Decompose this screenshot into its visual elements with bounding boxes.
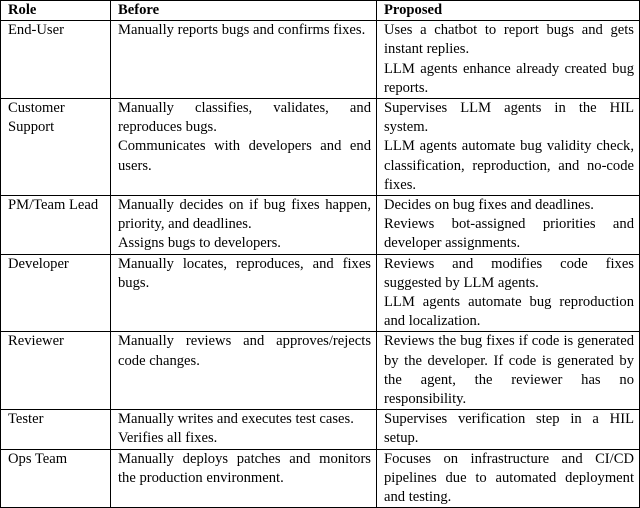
role-cell: Developer [1,254,111,332]
proposed-paragraph: Uses a chatbot to report bugs and gets instant replies. [384,22,634,58]
role-cell: Reviewer [1,332,111,410]
before-paragraph: Manually decides on if bug fixes happen, priority, and deadlines. [118,197,371,233]
header-role: Role [1,1,111,21]
proposed-paragraph: Focuses on infrastructure and CI/CD pipelines due to automated deployment and testing. [384,450,634,506]
before-paragraph: Manually locates, reproduces, and fixes bugs. [118,255,371,291]
before-cell [111,254,377,332]
before-cell [111,99,377,196]
proposed-paragraph: Decides on bug fixes and deadlines. [384,197,594,214]
proposed-paragraph: LLM agents automate bug reproduction and localization. [384,294,634,330]
before-cell [111,21,377,99]
table-body [1,21,640,508]
table-row [1,196,640,255]
proposed-cell [377,410,640,449]
table-row [1,254,640,332]
proposed-cell [377,196,640,255]
header-row [1,1,640,21]
table-row [1,99,640,196]
before-paragraph: Manually classifies, validates, and reproduces bugs. [118,100,371,136]
before-cell [111,410,377,449]
role-cell: End-User [1,21,111,99]
table-row [1,332,640,410]
before-paragraph: Manually reviews and approves/rejects code changes. [118,333,371,369]
header-before: Before [111,1,377,21]
before-paragraph: Manually deploys patches and monitors the production environment. [118,450,371,486]
proposed-cell [377,332,640,410]
proposed-paragraph: Reviews and modifies code fixes suggested by LLM agents. [384,255,634,291]
proposed-cell [377,254,640,332]
proposed-paragraph: Reviews bot-assigned priorities and developer assignments. [384,216,634,252]
role-cell: Ops Team [1,449,111,508]
before-paragraph: Communicates with developers and end users. [118,138,371,174]
before-cell [111,332,377,410]
table-row [1,21,640,99]
role-cell: Tester [1,410,111,449]
before-paragraph: Manually writes and executes test cases. [118,411,354,428]
table-row [1,410,640,449]
proposed-paragraph: LLM agents enhance already created bug reports. [384,60,634,96]
before-paragraph: Manually reports bugs and confirms fixes. [118,22,366,39]
proposed-paragraph: LLM agents automate bug validity check, classification, reproduction, and no-code fixes. [384,138,634,193]
before-paragraph: Assigns bugs to developers. [118,235,281,252]
header-proposed: Proposed [377,1,640,21]
role-cell: Customer Support [1,99,111,196]
proposed-cell [377,21,640,99]
proposed-cell [377,99,640,196]
proposed-paragraph: Reviews the bug fixes if code is generated by the developer. If code is generated by the agent, the reviewer has no responsibility. [384,333,634,408]
proposed-paragraph: Supervises verification step in a HIL setup. [384,411,634,447]
before-cell [111,196,377,255]
proposed-paragraph: Supervises LLM agents in the HIL system. [384,100,634,136]
role-cell: PM/Team Lead [1,196,111,255]
before-paragraph: Verifies all fixes. [118,430,218,447]
